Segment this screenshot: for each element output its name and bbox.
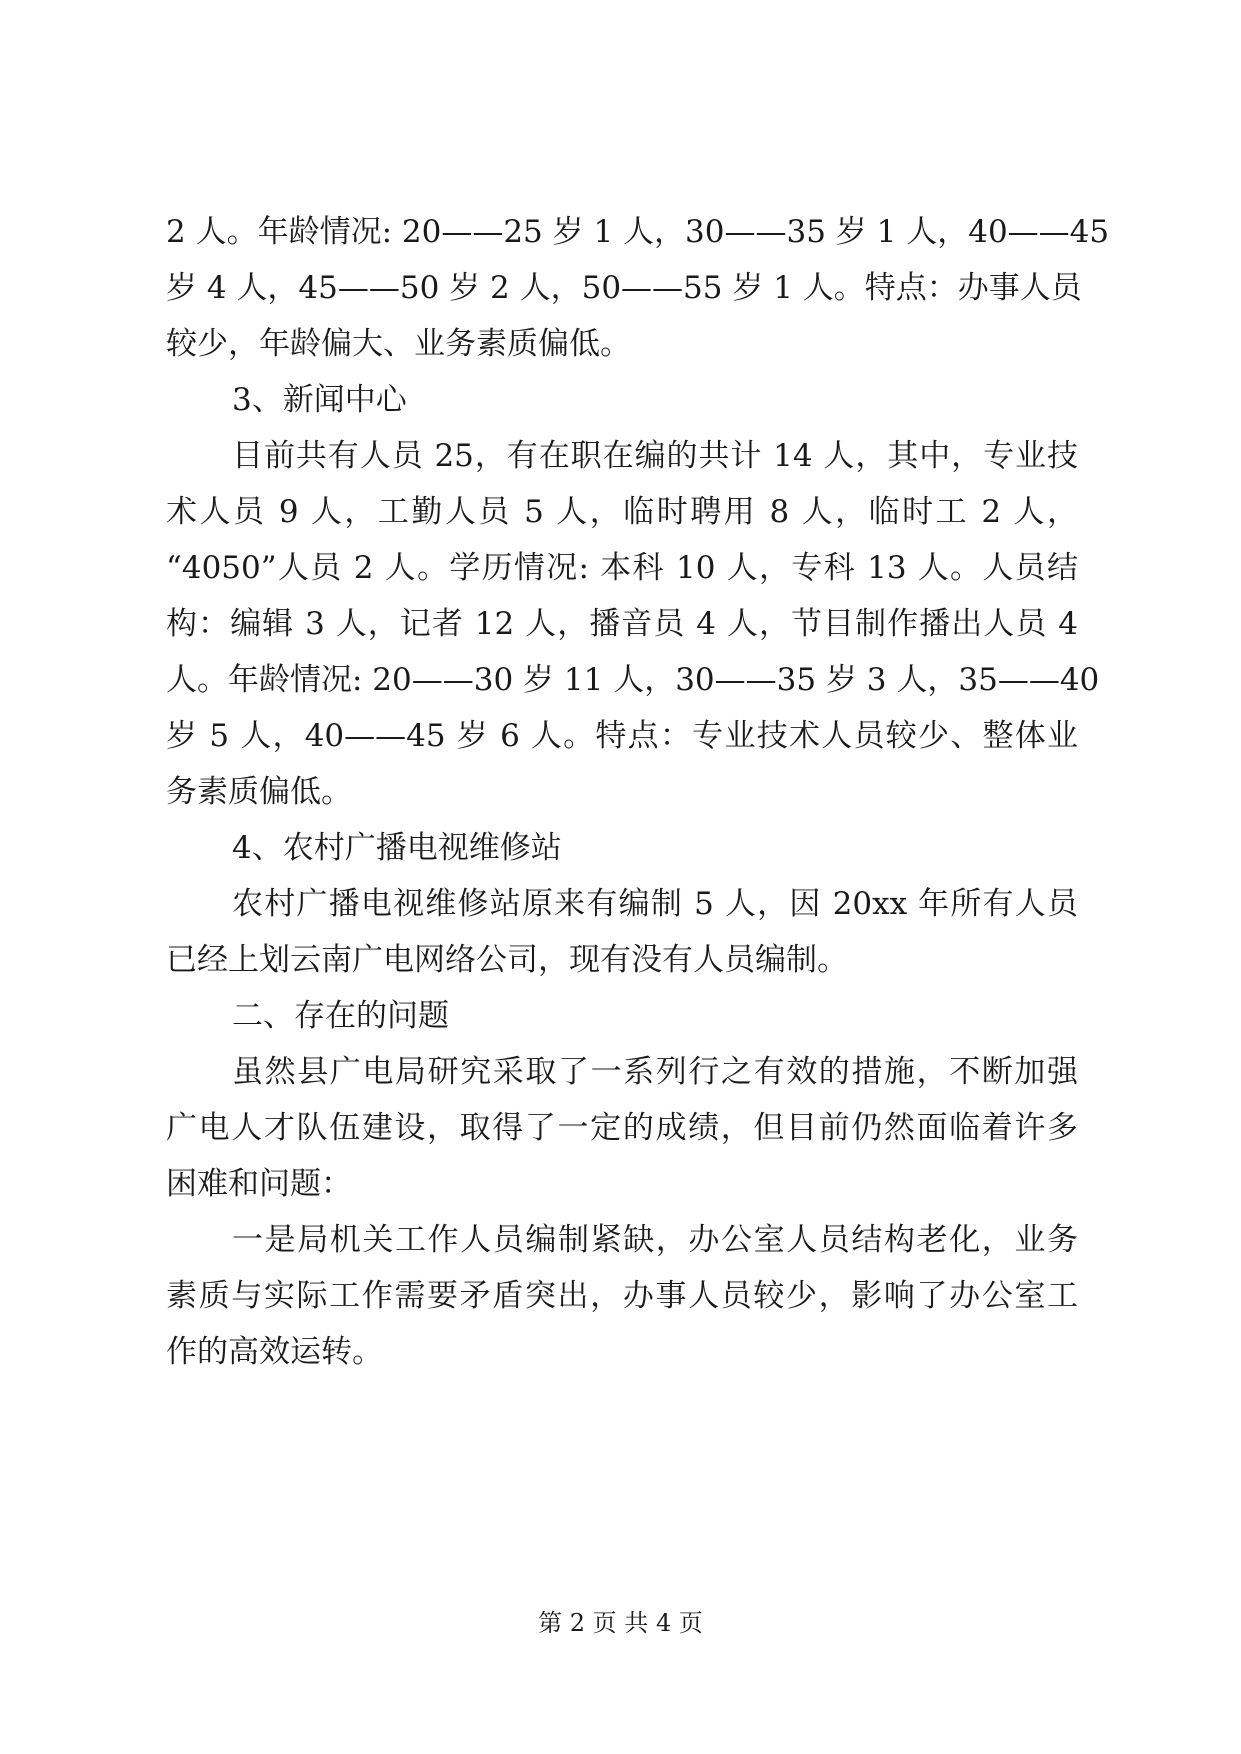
body-line-21: 作的高效运转。 [166,1334,383,1370]
body-line-6: 术人员 9 人，工勤人员 5 人，临时聘用 8 人，临时工 2 人， [166,494,1078,530]
page-footer: 第 2 页 共 4 页 [538,1609,703,1637]
section-heading-problems: 二、存在的问题 [232,998,449,1034]
body-line-5: 目前共有人员 25，有在职在编的共计 14 人，其中，专业技 [232,438,1078,474]
body-line-14: 已经上划云南广电网络公司，现有没有人员编制。 [166,942,848,978]
body-line-17: 广电人才队伍建设，取得了一定的成绩，但目前仍然面临着许多 [166,1110,1078,1146]
body-line-19: 一是局机关工作人员编制紧缺，办公室人员结构老化，业务 [232,1222,1078,1258]
body-line-8: 构：编辑 3 人，记者 12 人，播音员 4 人，节目制作播出人员 4 [166,606,1078,642]
body-line-3: 较少，年龄偏大、业务素质偏低。 [166,326,631,362]
body-line-2: 岁 4 人，45——50 岁 2 人，50——55 岁 1 人。特点：办事人员 [166,270,1082,306]
body-line-10: 岁 5 人，40——45 岁 6 人。特点：专业技术人员较少、整体业 [166,718,1078,754]
body-line-18: 困难和问题： [166,1166,352,1202]
section-heading-repair-station: 4、农村广播电视维修站 [232,830,562,866]
body-line-11: 务素质偏低。 [166,774,352,810]
body-line-7: “4050”人员 2 人。学历情况: 本科 10 人，专科 13 人。人员结 [166,550,1078,586]
body-line-1: 2 人。年龄情况: 20——25 岁 1 人，30——35 岁 1 人，40——45 [166,214,1110,250]
section-heading-news-center: 3、新闻中心 [232,382,407,418]
body-line-20: 素质与实际工作需要矛盾突出，办事人员较少，影响了办公室工 [166,1278,1078,1314]
body-line-16: 虽然县广电局研究采取了一系列行之有效的措施，不断加强 [232,1054,1078,1090]
body-line-13: 农村广播电视维修站原来有编制 5 人，因 20xx 年所有人员 [232,886,1078,922]
body-line-9: 人。年龄情况: 20——30 岁 11 人，30——35 岁 3 人，35——40 [166,662,1100,698]
